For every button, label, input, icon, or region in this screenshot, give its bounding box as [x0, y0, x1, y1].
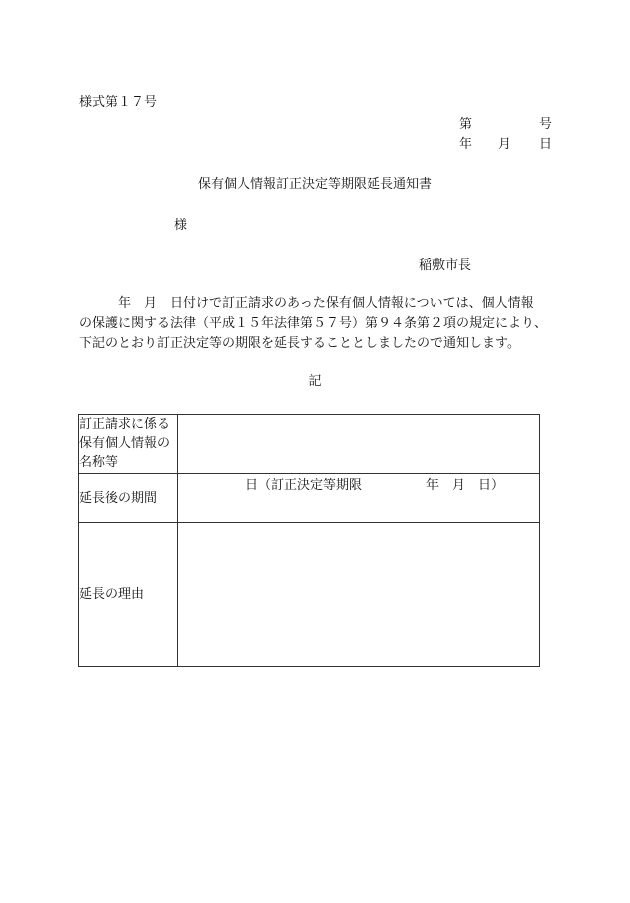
record-name-value — [178, 415, 540, 474]
addressee-honorific: 様 — [174, 218, 188, 233]
document-number-label: 第 — [459, 117, 473, 132]
document-title: 保有個人情報訂正決定等期限延長通知書 — [197, 177, 432, 192]
form-number: 様式第１７号 — [79, 95, 158, 110]
document-number-suffix: 号 — [539, 117, 553, 132]
body-line: 年 月 日付けで訂正請求のあった保有個人情報については、個人情報 — [79, 296, 534, 311]
issuer-name: 稲敷市長 — [419, 258, 472, 273]
label-line: 訂正請求に係る — [79, 417, 171, 432]
extension-reason-label: 延長の理由 — [79, 523, 178, 667]
date-year-label: 年 — [459, 137, 473, 152]
date-day-label: 日 — [539, 137, 553, 152]
record-name-label — [79, 415, 178, 474]
extended-period-value — [178, 474, 540, 523]
extended-period-prefix: 日（訂正決定等期限 — [245, 478, 363, 493]
label-line: 保有個人情報の — [79, 436, 171, 451]
body-paragraph — [79, 294, 559, 354]
body-line: の保護に関する法律（平成１５年法律第５７号）第９４条第２項の規定により、 — [79, 316, 548, 331]
extension-reason-value — [178, 523, 540, 667]
ki-heading: 記 — [308, 374, 322, 389]
extended-period-suffix: 年 月 日） — [426, 478, 505, 493]
extended-period-label: 延長後の期間 — [79, 474, 178, 523]
date-month-label: 月 — [498, 137, 512, 152]
table-row — [79, 415, 540, 474]
label-line: 名称等 — [79, 455, 119, 470]
table-row — [79, 523, 540, 667]
table-row — [79, 474, 540, 523]
body-line: 下記のとおり訂正決定等の期限を延長することとしましたので通知します。 — [79, 336, 520, 351]
details-table — [78, 414, 540, 667]
